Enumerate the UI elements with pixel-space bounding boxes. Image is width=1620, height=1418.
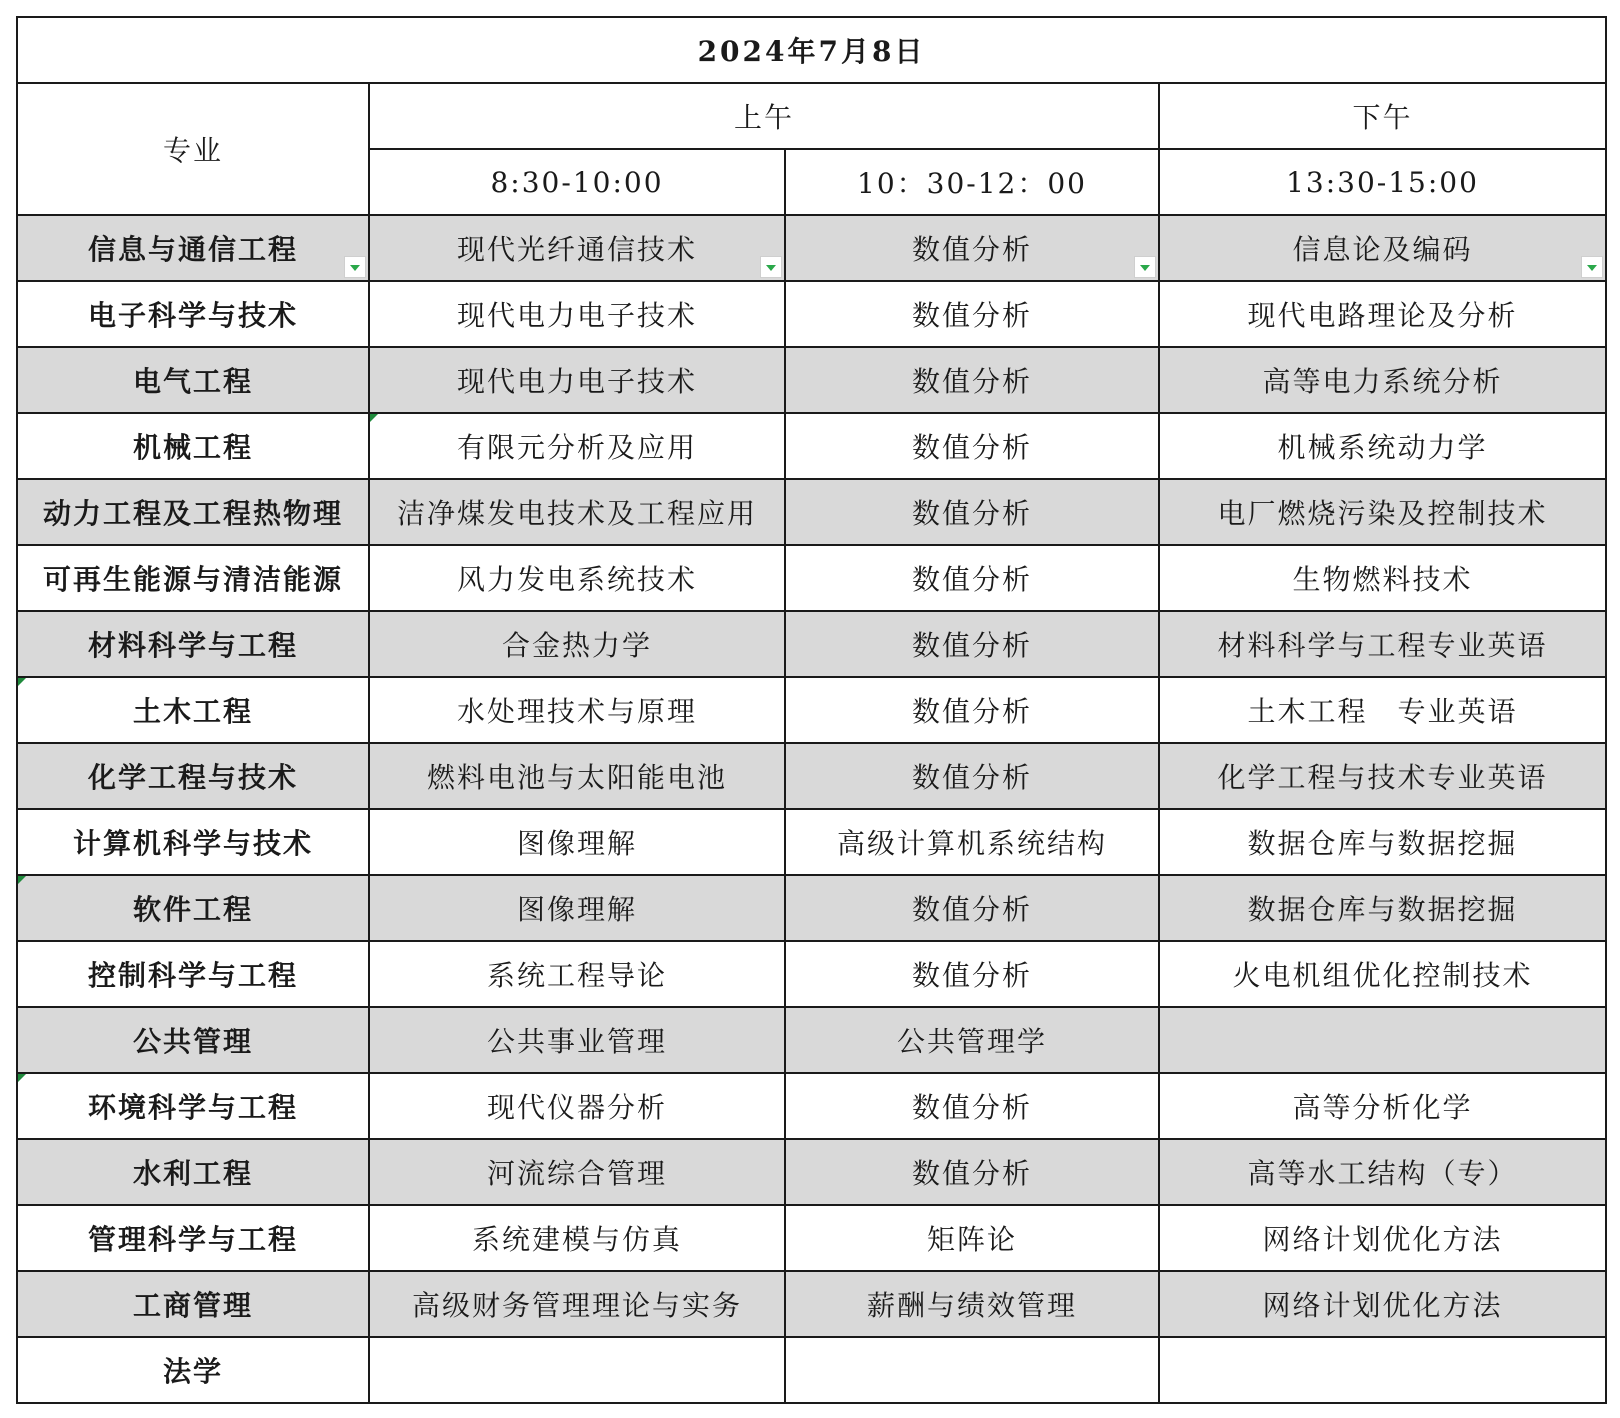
slot2-course-cell[interactable]: [785, 1337, 1159, 1403]
major-header[interactable]: 专业: [17, 83, 369, 215]
table-row: [17, 215, 1606, 281]
slot3-course-cell[interactable]: 数据仓库与数据挖掘: [1159, 875, 1606, 941]
slot2-course-cell[interactable]: 数值分析: [785, 545, 1159, 611]
major-cell[interactable]: 电子科学与技术: [17, 281, 369, 347]
table-row: [17, 281, 1606, 347]
slot1-course-cell[interactable]: 系统工程导论: [369, 941, 785, 1007]
slot3-course-cell[interactable]: 电厂燃烧污染及控制技术: [1159, 479, 1606, 545]
slot3-course-cell[interactable]: 生物燃料技术: [1159, 545, 1606, 611]
exam-schedule-table: [16, 16, 1607, 1404]
table-row: [17, 1139, 1606, 1205]
slot2-course-cell[interactable]: 数值分析: [785, 413, 1159, 479]
slot2-course-cell[interactable]: 数值分析: [785, 875, 1159, 941]
table-row: [17, 743, 1606, 809]
table-row: [17, 1007, 1606, 1073]
major-cell[interactable]: 化学工程与技术: [17, 743, 369, 809]
major-cell[interactable]: 计算机科学与技术: [17, 809, 369, 875]
major-cell[interactable]: 材料科学与工程: [17, 611, 369, 677]
major-cell[interactable]: 土木工程: [17, 677, 369, 743]
slot3-course-cell[interactable]: 高等水工结构（专）: [1159, 1139, 1606, 1205]
slot3-course-cell[interactable]: 数据仓库与数据挖掘: [1159, 809, 1606, 875]
table-row: [17, 1205, 1606, 1271]
slot2-course-cell[interactable]: 数值分析: [785, 743, 1159, 809]
slot1-course-cell[interactable]: 有限元分析及应用: [369, 413, 785, 479]
slot3-course-cell[interactable]: 机械系统动力学: [1159, 413, 1606, 479]
major-cell[interactable]: 公共管理: [17, 1007, 369, 1073]
slot2-course-cell[interactable]: 数值分析: [785, 215, 1159, 281]
slot3-time[interactable]: 13:30-15:00: [1159, 149, 1606, 215]
comment-indicator-icon: [370, 414, 378, 422]
table-row: [17, 545, 1606, 611]
slot3-course-cell[interactable]: 高等电力系统分析: [1159, 347, 1606, 413]
comment-indicator-icon: [18, 1074, 26, 1082]
table-row: [17, 611, 1606, 677]
slot2-course-cell[interactable]: 数值分析: [785, 479, 1159, 545]
slot2-course-cell[interactable]: 薪酬与绩效管理: [785, 1271, 1159, 1337]
slot1-course-cell[interactable]: 系统建模与仿真: [369, 1205, 785, 1271]
slot2-course-cell[interactable]: 数值分析: [785, 347, 1159, 413]
slot2-course-cell[interactable]: 数值分析: [785, 941, 1159, 1007]
slot2-course-cell[interactable]: 数值分析: [785, 1139, 1159, 1205]
slot3-course-cell[interactable]: 网络计划优化方法: [1159, 1205, 1606, 1271]
slot1-course-cell[interactable]: 图像理解: [369, 809, 785, 875]
slot2-course-cell[interactable]: 公共管理学: [785, 1007, 1159, 1073]
slot3-course-cell[interactable]: 信息论及编码: [1159, 215, 1606, 281]
dropdown-arrow-icon[interactable]: [344, 256, 366, 278]
slot1-course-cell[interactable]: 图像理解: [369, 875, 785, 941]
major-cell[interactable]: 动力工程及工程热物理: [17, 479, 369, 545]
slot3-course-cell[interactable]: 材料科学与工程专业英语: [1159, 611, 1606, 677]
slot1-course-cell[interactable]: 现代仪器分析: [369, 1073, 785, 1139]
table-row: [17, 1337, 1606, 1403]
slot1-course-cell[interactable]: 高级财务管理理论与实务: [369, 1271, 785, 1337]
slot2-course-cell[interactable]: 数值分析: [785, 611, 1159, 677]
slot1-course-cell[interactable]: 现代电力电子技术: [369, 281, 785, 347]
slot3-course-cell[interactable]: 现代电路理论及分析: [1159, 281, 1606, 347]
table-row: [17, 1073, 1606, 1139]
table-row: [17, 809, 1606, 875]
slot2-course-cell[interactable]: 矩阵论: [785, 1205, 1159, 1271]
slot1-course-cell[interactable]: 风力发电系统技术: [369, 545, 785, 611]
major-cell[interactable]: 机械工程: [17, 413, 369, 479]
major-cell[interactable]: 环境科学与工程: [17, 1073, 369, 1139]
table-row: [17, 413, 1606, 479]
slot1-time[interactable]: 8:30-10:00: [369, 149, 785, 215]
major-cell[interactable]: 电气工程: [17, 347, 369, 413]
table-row: [17, 875, 1606, 941]
major-cell[interactable]: 控制科学与工程: [17, 941, 369, 1007]
slot1-course-cell[interactable]: 公共事业管理: [369, 1007, 785, 1073]
dropdown-arrow-icon[interactable]: [1134, 256, 1156, 278]
comment-indicator-icon: [18, 678, 26, 686]
slot1-course-cell[interactable]: 水处理技术与原理: [369, 677, 785, 743]
slot2-time[interactable]: 10：30-12：00: [785, 149, 1159, 215]
date-row: [17, 17, 1606, 83]
major-cell[interactable]: 软件工程: [17, 875, 369, 941]
dropdown-arrow-icon[interactable]: [760, 256, 782, 278]
dropdown-arrow-icon[interactable]: [1581, 256, 1603, 278]
slot2-course-cell[interactable]: 数值分析: [785, 677, 1159, 743]
major-cell[interactable]: 水利工程: [17, 1139, 369, 1205]
major-cell[interactable]: 工商管理: [17, 1271, 369, 1337]
header-row-period: [17, 83, 1606, 149]
major-cell[interactable]: 可再生能源与清洁能源: [17, 545, 369, 611]
slot2-course-cell[interactable]: 数值分析: [785, 281, 1159, 347]
slot2-course-cell[interactable]: 数值分析: [785, 1073, 1159, 1139]
table-row: [17, 677, 1606, 743]
slot1-course-cell[interactable]: 现代电力电子技术: [369, 347, 785, 413]
slot1-course-cell[interactable]: [369, 1337, 785, 1403]
schedule-date: 2024年7月8日: [17, 17, 1606, 83]
slot3-course-cell[interactable]: 网络计划优化方法: [1159, 1271, 1606, 1337]
slot2-course-cell[interactable]: 高级计算机系统结构: [785, 809, 1159, 875]
slot3-course-cell[interactable]: 火电机组优化控制技术: [1159, 941, 1606, 1007]
slot3-course-cell[interactable]: [1159, 1337, 1606, 1403]
major-cell[interactable]: 法学: [17, 1337, 369, 1403]
slot1-course-cell[interactable]: 河流综合管理: [369, 1139, 785, 1205]
slot1-course-cell[interactable]: 燃料电池与太阳能电池: [369, 743, 785, 809]
major-cell[interactable]: 信息与通信工程: [17, 215, 369, 281]
afternoon-header[interactable]: 下午: [1159, 83, 1606, 149]
slot3-course-cell[interactable]: 土木工程 专业英语: [1159, 677, 1606, 743]
slot1-course-cell[interactable]: 现代光纤通信技术: [369, 215, 785, 281]
slot3-course-cell[interactable]: 高等分析化学: [1159, 1073, 1606, 1139]
comment-indicator-icon: [18, 876, 26, 884]
morning-header[interactable]: 上午: [369, 83, 1159, 149]
table-row: [17, 479, 1606, 545]
slot3-course-cell[interactable]: 化学工程与技术专业英语: [1159, 743, 1606, 809]
slot3-course-cell[interactable]: [1159, 1007, 1606, 1073]
major-cell[interactable]: 管理科学与工程: [17, 1205, 369, 1271]
slot1-course-cell[interactable]: 洁净煤发电技术及工程应用: [369, 479, 785, 545]
table-row: [17, 1271, 1606, 1337]
table-row: [17, 941, 1606, 1007]
slot1-course-cell[interactable]: 合金热力学: [369, 611, 785, 677]
table-row: [17, 347, 1606, 413]
